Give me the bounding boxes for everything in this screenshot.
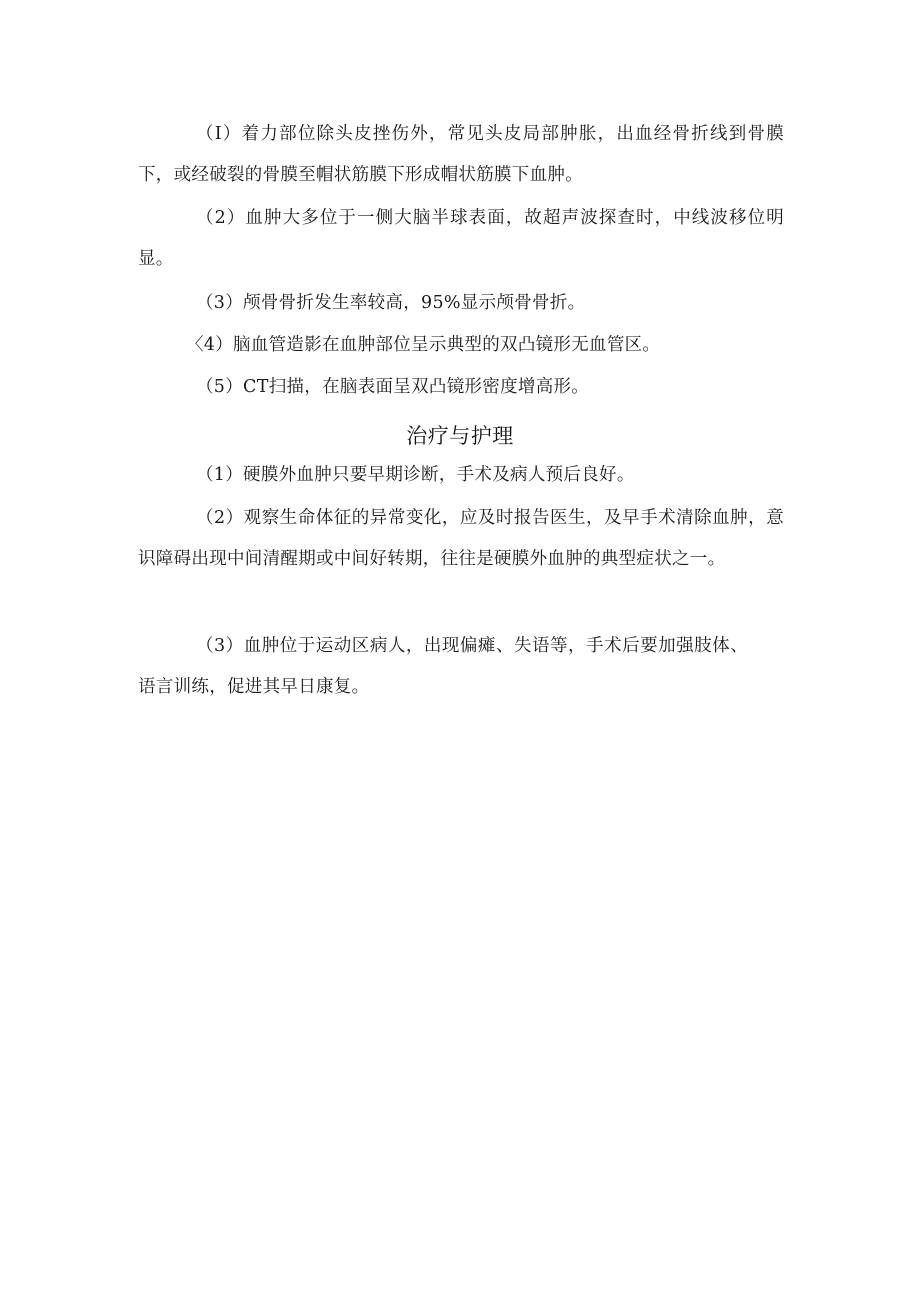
paragraph-diagnosis-5: （5）CT扫描，在脑表面呈双凸镜形密度增高形。 — [196, 377, 590, 397]
paragraph-treatment-2: （2）观察生命体征的异常变化，应及时报告医生，及早手术清除血肿，意识障碍出现中间清醒期或中间好转期，往往是硬膜外血肿的典型症状之一。 — [138, 508, 784, 569]
paragraph-diagnosis-2: （2）血肿大多位于一侧大脑半球表面，故超声波探查时，中线波移位明显。 — [138, 208, 784, 269]
paragraph-treatment-3: （3）血肿位于运动区病人，出现偏瘫、失语等，手术后要加强肢体、语言训练，促进其早日康复。 — [138, 636, 748, 697]
paragraph-diagnosis-4: 〈4）脑血管造影在血肿部位呈示典型的双凸镜形无血管区。 — [186, 335, 661, 355]
paragraph-diagnosis-1: （I）着力部位除头皮挫伤外，常见头皮局部肿胀，出血经骨折线到骨膜下，或经破裂的骨膜至帽状筋膜下形成帽状筋膜下血肿。 — [138, 124, 784, 185]
paragraph-treatment-1: （1）硬膜外血肿只要早期诊断，手术及病人预后良好。 — [196, 465, 635, 485]
paragraph-diagnosis-3: （3）颅骨骨折发生率较高，95%显示颅骨骨折。 — [196, 293, 586, 313]
section-heading: 治疗与护理 — [406, 424, 514, 448]
